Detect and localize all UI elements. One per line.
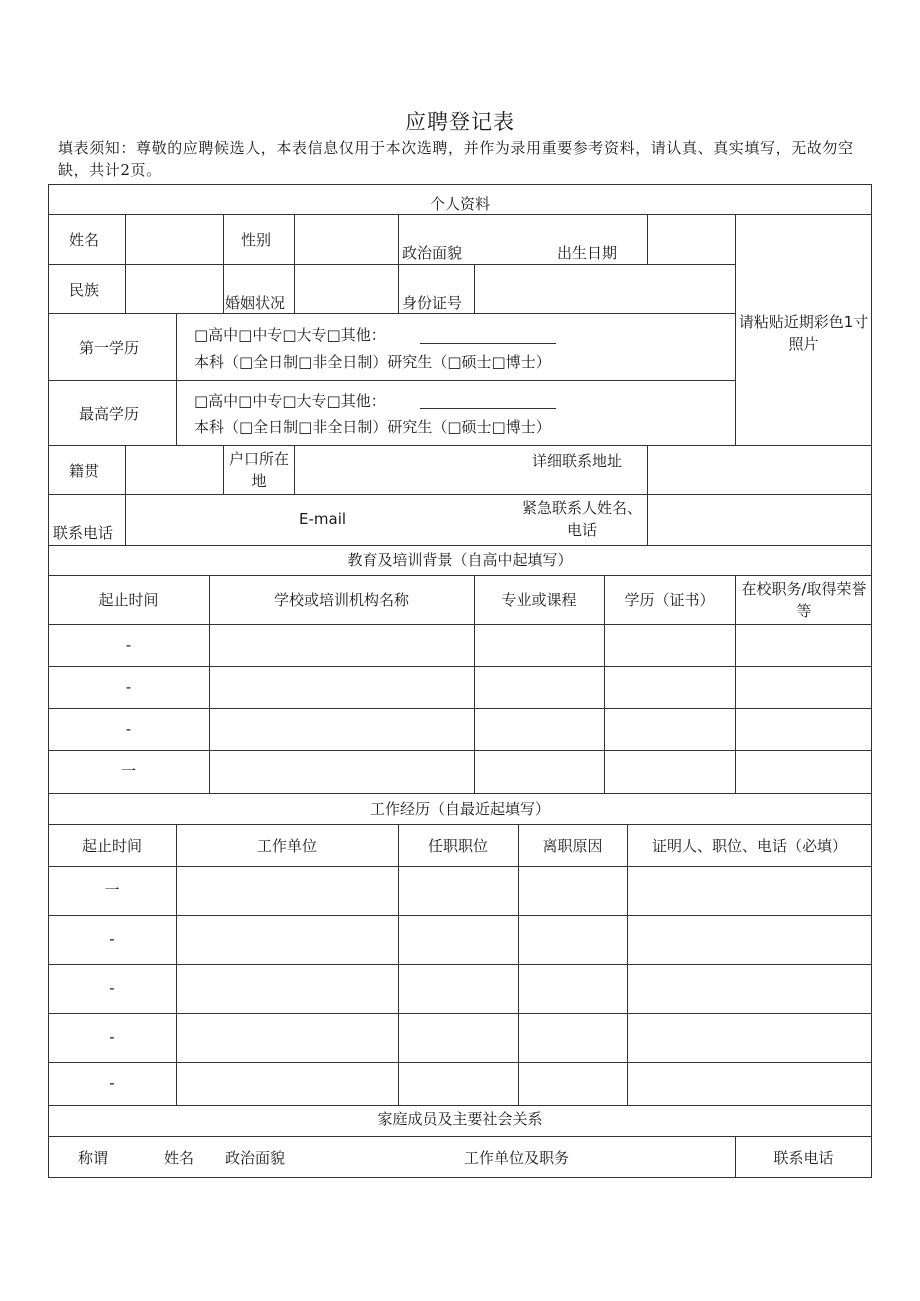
work-header-employer: 工作单位 — [256, 837, 317, 855]
work-header-reason: 离职原因 — [542, 837, 603, 855]
grid-line — [48, 624, 872, 625]
grid-line — [518, 824, 519, 1105]
label-first-edu: 第一学历 — [79, 339, 140, 357]
input-name[interactable] — [126, 215, 222, 263]
work-header-position: 任职职位 — [427, 837, 488, 855]
first-edu-options-2[interactable]: 本科（□全日制□非全日制）研究生（□硕士□博士） — [194, 353, 551, 371]
grid-line — [627, 824, 628, 1105]
input-native-place[interactable] — [126, 446, 222, 493]
first-edu-options-1[interactable]: □高中□中专□大专□其他： — [194, 326, 386, 344]
family-header-employer: 工作单位及职务 — [463, 1149, 569, 1167]
education-section-title: 教育及培训背景（自高中起填写） — [347, 551, 573, 569]
label-id-number: 身份证号 — [402, 294, 463, 312]
edu-header-degree: 学历（证书） — [624, 591, 715, 609]
work-row-mark: 一 — [104, 881, 120, 899]
grid-line — [398, 214, 399, 314]
input-gender[interactable] — [295, 215, 397, 263]
label-political: 政治面貌 — [402, 244, 463, 262]
work-row-mark: - — [109, 930, 115, 948]
grid-line — [48, 666, 872, 667]
grid-line — [48, 575, 872, 576]
grid-line — [48, 380, 735, 381]
grid-line — [48, 964, 872, 965]
work-header-period: 起止时间 — [81, 837, 142, 855]
label-phone: 联系电话 — [53, 524, 114, 542]
input-emergency[interactable] — [648, 495, 871, 544]
grid-line — [176, 313, 177, 445]
family-header-name: 姓名 — [164, 1149, 195, 1167]
work-row-mark: - — [109, 979, 115, 997]
grid-line — [48, 545, 872, 546]
grid-line — [294, 445, 295, 494]
grid-line — [398, 824, 399, 1105]
grid-line — [48, 750, 872, 751]
label-native-place: 籍贯 — [69, 462, 100, 480]
input-address[interactable] — [648, 446, 871, 493]
grid-line — [48, 1136, 872, 1137]
edu-row-mark: - — [125, 720, 132, 738]
grid-line — [176, 824, 177, 1105]
highest-edu-options-1[interactable]: □高中□中专□大专□其他： — [194, 392, 386, 410]
grid-line — [48, 824, 872, 825]
input-marital[interactable] — [295, 265, 397, 312]
work-row-mark: - — [109, 1028, 115, 1046]
work-row-mark: - — [109, 1074, 115, 1092]
label-ethnicity: 民族 — [69, 281, 100, 299]
input-ethnicity[interactable] — [126, 265, 222, 312]
input-id-number[interactable] — [475, 265, 734, 312]
edu-row-mark: - — [125, 636, 132, 654]
form-title: 应聘登记表 — [405, 110, 515, 134]
grid-line — [735, 575, 736, 793]
highest-edu-options-2[interactable]: 本科（□全日制□非全日制）研究生（□硕士□博士） — [194, 418, 551, 436]
grid-line — [48, 1062, 872, 1063]
grid-line — [48, 1105, 872, 1106]
grid-line — [48, 708, 872, 709]
edu-header-period: 起止时间 — [98, 591, 159, 609]
grid-line — [48, 793, 872, 794]
label-hukou: 户口所在地 — [228, 450, 289, 490]
edu-header-honors: 在校职务/取得荣誉等 — [741, 580, 867, 620]
grid-line — [48, 313, 735, 314]
grid-line — [223, 445, 224, 494]
label-birth: 出生日期 — [557, 244, 618, 262]
label-name: 姓名 — [69, 231, 100, 249]
form-notice: 填表须知：尊敬的应聘候选人，本表信息仅用于本次选聘，并作为录用重要参考资料，请认真、真实填写，无故勿空缺，共计2页。 — [58, 139, 854, 179]
label-highest-edu: 最高学历 — [79, 405, 140, 423]
label-email: E-mail — [299, 510, 347, 528]
input-birth[interactable] — [648, 215, 734, 263]
edu-row-mark: - — [125, 678, 132, 696]
first-edu-other-blank[interactable] — [420, 343, 556, 344]
highest-edu-other-blank[interactable] — [420, 408, 556, 409]
edu-row-mark: 一 — [120, 762, 136, 780]
grid-line — [48, 1013, 872, 1014]
grid-line — [48, 915, 872, 916]
label-gender: 性别 — [241, 231, 272, 249]
family-header-political: 政治面貌 — [225, 1149, 286, 1167]
photo-area[interactable]: 请粘贴近期彩色1寸照片 — [738, 313, 869, 353]
family-header-phone: 联系电话 — [773, 1149, 834, 1167]
edu-header-major: 专业或课程 — [501, 591, 577, 609]
label-address: 详细联系地址 — [532, 452, 623, 470]
label-marital: 婚姻状况 — [225, 294, 286, 312]
edu-header-school: 学校或培训机构名称 — [273, 591, 409, 609]
family-section-title: 家庭成员及主要社会关系 — [377, 1110, 543, 1128]
grid-line — [48, 866, 872, 867]
personal-section-title: 个人资料 — [429, 195, 490, 213]
work-header-reference: 证明人、职位、电话（必填） — [651, 837, 847, 855]
label-emergency: 紧急联系人姓名、电话 — [522, 499, 643, 539]
family-header-relation: 称谓 — [78, 1149, 109, 1167]
work-section-title: 工作经历（自最近起填写） — [369, 800, 550, 818]
grid-line — [223, 214, 224, 314]
